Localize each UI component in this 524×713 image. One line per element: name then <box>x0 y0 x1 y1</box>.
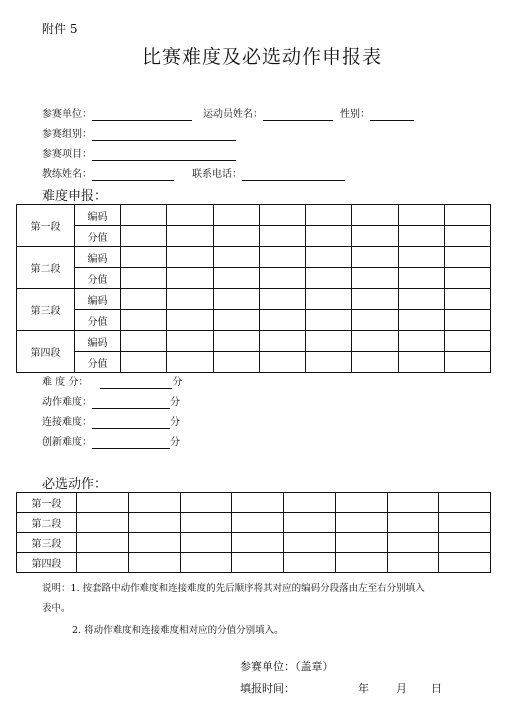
gender-label: 性别： <box>340 109 370 120</box>
connection-score-label: 连接难度： <box>42 417 92 428</box>
table-row <box>17 331 491 352</box>
code-cell[interactable] <box>121 331 167 352</box>
code-cell[interactable] <box>352 331 398 352</box>
action-cell[interactable] <box>232 493 284 513</box>
code-cell[interactable] <box>444 247 490 268</box>
phone-label: 联系电话： <box>192 169 242 180</box>
code-cell[interactable] <box>213 331 259 352</box>
action-cell[interactable] <box>77 533 129 553</box>
code-cell[interactable] <box>444 331 490 352</box>
signature-day: 日 <box>431 682 442 695</box>
score-cell[interactable] <box>121 352 167 373</box>
action-cell[interactable] <box>77 513 129 533</box>
score-cell[interactable] <box>352 352 398 373</box>
signature-month: 月 <box>396 682 407 695</box>
action-cell[interactable] <box>439 533 491 553</box>
score-cell[interactable] <box>352 310 398 331</box>
score-cell[interactable] <box>213 226 259 247</box>
code-label: 编码 <box>75 205 121 226</box>
unit-label: 参赛单位： <box>42 109 92 120</box>
action-cell[interactable] <box>180 513 232 533</box>
action-cell[interactable] <box>439 553 491 573</box>
score-cell[interactable] <box>213 268 259 289</box>
group-field[interactable] <box>42 128 236 142</box>
code-cell[interactable] <box>259 331 305 352</box>
score-cell[interactable] <box>398 352 444 373</box>
phone-field[interactable] <box>192 168 345 182</box>
action-cell[interactable] <box>335 493 387 513</box>
gender-field[interactable] <box>340 108 414 122</box>
table-row <box>17 268 491 289</box>
table-row <box>17 247 491 268</box>
score-cell[interactable] <box>352 226 398 247</box>
note-line-2: 2. 将动作难度和连接难度相对应的分值分别填入。 <box>72 625 284 636</box>
action-cell[interactable] <box>284 553 336 573</box>
table-row <box>17 352 491 373</box>
action-cell[interactable] <box>180 553 232 573</box>
score-cell[interactable] <box>306 352 352 373</box>
annex-label: 附件 5 <box>42 22 78 36</box>
code-cell[interactable] <box>213 205 259 226</box>
code-cell[interactable] <box>259 289 305 310</box>
code-cell[interactable] <box>167 331 213 352</box>
score-cell[interactable] <box>306 310 352 331</box>
score-label: 分值 <box>75 226 121 247</box>
score-cell[interactable] <box>398 268 444 289</box>
code-cell[interactable] <box>259 247 305 268</box>
unit-input-line[interactable] <box>92 108 192 121</box>
segment-label: 第四段 <box>17 331 75 373</box>
code-cell[interactable] <box>121 247 167 268</box>
table-row <box>17 226 491 247</box>
athlete-input-line[interactable] <box>263 108 333 121</box>
code-cell[interactable] <box>444 205 490 226</box>
required-actions-table <box>16 492 491 573</box>
table-row <box>17 310 491 331</box>
segment-label: 第二段 <box>17 247 75 289</box>
form-title: 比赛难度及必选动作申报表 <box>141 46 382 68</box>
coach-label: 教练姓名： <box>42 169 92 180</box>
code-cell[interactable] <box>352 289 398 310</box>
table-row <box>17 553 491 573</box>
score-label: 分值 <box>75 268 121 289</box>
required-section-title: 必选动作： <box>42 477 108 492</box>
score-cell[interactable] <box>306 268 352 289</box>
difficulty-table <box>16 204 491 373</box>
signature-time-label: 填报时间： <box>240 682 295 695</box>
connection-score-line[interactable] <box>92 416 170 429</box>
note-line-1-cont: 表中。 <box>42 603 71 614</box>
action-score-line[interactable] <box>92 396 170 409</box>
code-cell[interactable] <box>306 205 352 226</box>
action-cell[interactable] <box>439 513 491 533</box>
action-cell[interactable] <box>335 553 387 573</box>
action-score-label: 动作难度： <box>42 397 92 408</box>
code-cell[interactable] <box>167 247 213 268</box>
score-label: 分值 <box>75 352 121 373</box>
athlete-label: 运动员姓名： <box>203 109 263 120</box>
difficulty-section-title: 难度申报： <box>42 189 108 204</box>
action-cell[interactable] <box>387 513 439 533</box>
code-cell[interactable] <box>259 205 305 226</box>
segment-label: 第三段 <box>17 533 77 553</box>
code-label: 编码 <box>75 289 121 310</box>
score-cell[interactable] <box>398 310 444 331</box>
action-cell[interactable] <box>387 533 439 553</box>
code-cell[interactable] <box>121 289 167 310</box>
action-cell[interactable] <box>128 493 180 513</box>
group-input-line[interactable] <box>92 128 236 141</box>
action-score-unit: 分 <box>170 397 180 408</box>
table-row <box>17 289 491 310</box>
action-cell[interactable] <box>335 513 387 533</box>
athlete-field[interactable] <box>203 108 333 122</box>
difficulty-score-line[interactable] <box>100 376 172 389</box>
unit-field[interactable] <box>42 108 192 122</box>
code-cell[interactable] <box>121 205 167 226</box>
score-cell[interactable] <box>259 352 305 373</box>
code-cell[interactable] <box>398 205 444 226</box>
group-label: 参赛组别： <box>42 129 92 140</box>
event-label: 参赛项目： <box>42 149 92 160</box>
code-label: 编码 <box>75 247 121 268</box>
segment-label: 第四段 <box>17 553 77 573</box>
action-cell[interactable] <box>387 553 439 573</box>
code-cell[interactable] <box>213 247 259 268</box>
innovation-score-line[interactable] <box>92 436 170 449</box>
coach-input-line[interactable] <box>92 168 174 181</box>
score-cell[interactable] <box>259 310 305 331</box>
code-cell[interactable] <box>444 289 490 310</box>
code-cell[interactable] <box>306 247 352 268</box>
gender-input-line[interactable] <box>370 108 414 121</box>
code-cell[interactable] <box>398 331 444 352</box>
action-cell[interactable] <box>180 493 232 513</box>
innovation-score-label: 创新难度： <box>42 437 92 448</box>
action-cell[interactable] <box>284 513 336 533</box>
table-row <box>17 493 491 513</box>
action-cell[interactable] <box>232 553 284 573</box>
action-cell[interactable] <box>77 493 129 513</box>
score-cell[interactable] <box>306 226 352 247</box>
score-cell[interactable] <box>167 310 213 331</box>
connection-score-field[interactable] <box>42 416 180 430</box>
signature-year: 年 <box>358 682 369 695</box>
code-cell[interactable] <box>398 289 444 310</box>
score-cell[interactable] <box>167 352 213 373</box>
score-cell[interactable] <box>444 268 490 289</box>
action-cell[interactable] <box>284 533 336 553</box>
score-cell[interactable] <box>259 226 305 247</box>
score-cell[interactable] <box>167 268 213 289</box>
code-cell[interactable] <box>167 289 213 310</box>
action-cell[interactable] <box>232 533 284 553</box>
action-cell[interactable] <box>284 493 336 513</box>
code-cell[interactable] <box>398 247 444 268</box>
difficulty-score-field[interactable] <box>42 376 182 390</box>
score-cell[interactable] <box>352 268 398 289</box>
event-input-line[interactable] <box>92 148 236 161</box>
action-cell[interactable] <box>128 533 180 553</box>
code-cell[interactable] <box>167 205 213 226</box>
coach-field[interactable] <box>42 168 174 182</box>
score-cell[interactable] <box>121 310 167 331</box>
action-cell[interactable] <box>128 513 180 533</box>
score-cell[interactable] <box>121 268 167 289</box>
difficulty-score-unit: 分 <box>172 377 183 388</box>
segment-label: 第一段 <box>17 205 75 247</box>
difficulty-score-label: 难 度 分： <box>42 377 89 388</box>
table-row <box>17 513 491 533</box>
score-label: 分值 <box>75 310 121 331</box>
score-cell[interactable] <box>398 226 444 247</box>
innovation-score-unit: 分 <box>170 437 180 448</box>
score-cell[interactable] <box>167 226 213 247</box>
action-cell[interactable] <box>439 493 491 513</box>
action-cell[interactable] <box>180 533 232 553</box>
action-cell[interactable] <box>77 553 129 573</box>
score-cell[interactable] <box>259 268 305 289</box>
event-field[interactable] <box>42 148 236 162</box>
signature-unit: 参赛单位：（盖章） <box>240 660 334 673</box>
action-cell[interactable] <box>232 513 284 533</box>
code-cell[interactable] <box>213 289 259 310</box>
score-cell[interactable] <box>444 226 490 247</box>
table-row <box>17 533 491 553</box>
connection-score-unit: 分 <box>170 417 180 428</box>
code-cell[interactable] <box>352 247 398 268</box>
score-cell[interactable] <box>213 352 259 373</box>
score-cell[interactable] <box>444 352 490 373</box>
segment-label: 第一段 <box>17 493 77 513</box>
score-cell[interactable] <box>444 310 490 331</box>
phone-input-line[interactable] <box>242 168 345 181</box>
score-cell[interactable] <box>213 310 259 331</box>
segment-label: 第二段 <box>17 513 77 533</box>
score-cell[interactable] <box>121 226 167 247</box>
action-cell[interactable] <box>128 553 180 573</box>
code-label: 编码 <box>75 331 121 352</box>
code-cell[interactable] <box>306 331 352 352</box>
innovation-score-field[interactable] <box>42 436 180 450</box>
code-cell[interactable] <box>352 205 398 226</box>
action-score-field[interactable] <box>42 396 180 410</box>
code-cell[interactable] <box>306 289 352 310</box>
table-row <box>17 205 491 226</box>
action-cell[interactable] <box>335 533 387 553</box>
segment-label: 第三段 <box>17 289 75 331</box>
note-line-1: 说明：1. 按套路中动作难度和连接难度的先后顺序将其对应的编码分段落由左至右分别填入 <box>42 583 425 594</box>
action-cell[interactable] <box>387 493 439 513</box>
